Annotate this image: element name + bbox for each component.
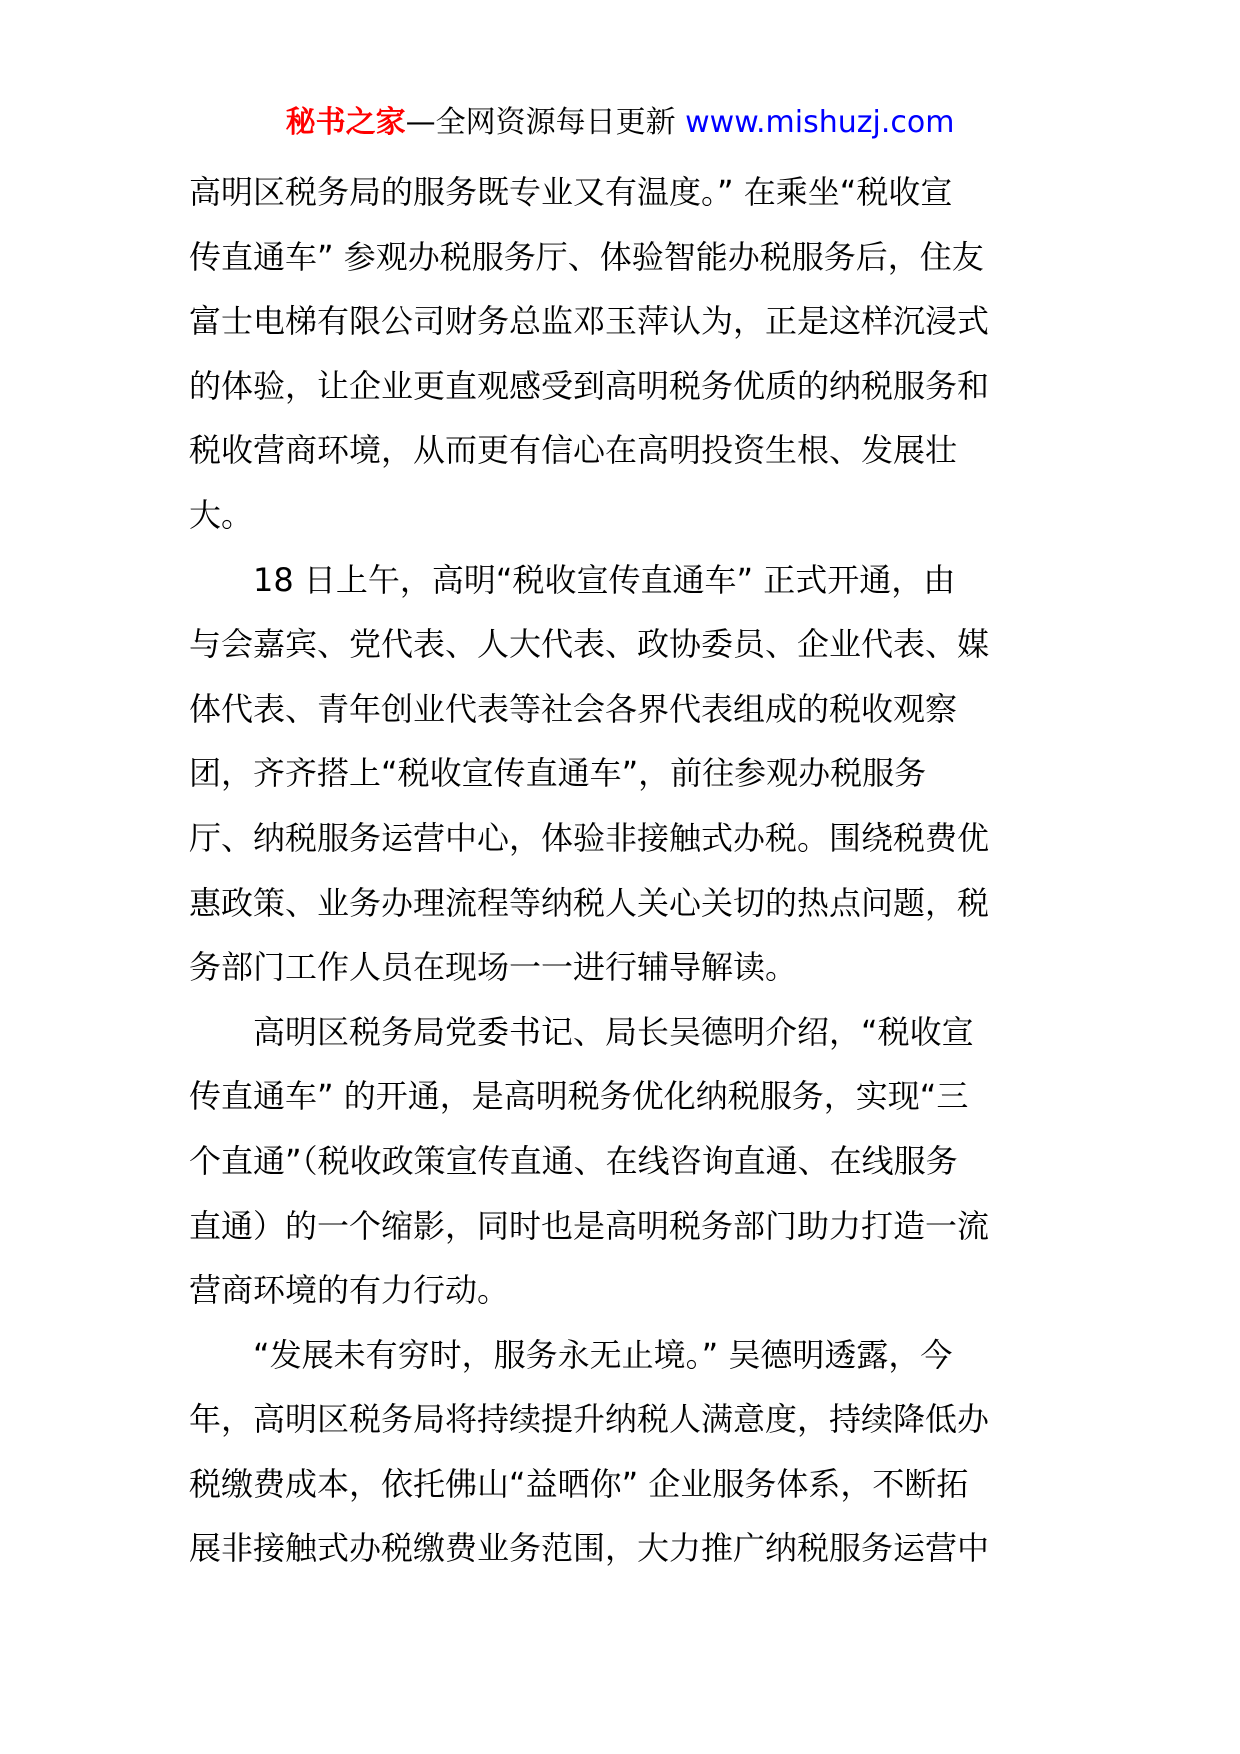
text-line: 税缴费成本，依托佛山“益晒你” 企业服务体系，不断拓 [189, 1464, 969, 1503]
text-line: 惠政策、业务办理流程等纳税人关心关切的热点问题，税 [189, 883, 990, 922]
text-line: 厅、纳税服务运营中心，体验非接触式办税。围绕税费优 [189, 818, 990, 857]
text-line: 营商环境的有力行动。 [189, 1271, 510, 1310]
article-body [189, 160, 1057, 1581]
text-line: 的体验，让企业更直观感受到高明税务优质的纳税服务和 [189, 366, 990, 405]
text-line: 富士电梯有限公司财务总监邓玉萍认为，正是这样沉浸式 [189, 302, 990, 341]
text-line: 体代表、青年创业代表等社会各界代表组成的税收观察 [189, 689, 958, 728]
site-url-link[interactable]: www.mishuzj.com [685, 105, 955, 140]
text-line: 高明区税务局的服务既专业又有温度。” 在乘坐“税收宣 [189, 173, 953, 211]
site-slogan: —全网资源每日更新 [405, 105, 686, 140]
paragraph-start-line: 高明区税务局党委书记、局长吴德明介绍，“税收宣 [253, 1012, 974, 1051]
text-line: 直通）的一个缩影，同时也是高明税务部门助力打造一流 [189, 1206, 990, 1245]
text-line: 务部门工作人员在现场一一进行辅导解读。 [189, 948, 798, 987]
text-line: 展非接触式办税缴费业务范围，大力推广纳税服务运营中 [189, 1529, 990, 1568]
text-line: 税收营商环境，从而更有信心在高明投资生根、发展壮 [189, 431, 958, 470]
text-line: 传直通车” 参观办税服务厅、体验智能办税服务后，住友 [189, 237, 984, 276]
text-line: 年，高明区税务局将持续提升纳税人满意度，持续降低办 [189, 1400, 990, 1439]
paragraph-start-line: “发展未有穷时，服务永无止境。” 吴德明透露，今 [253, 1335, 953, 1374]
paragraph-start-line: 18 日上午，高明“税收宣传直通车” 正式开通，由 [253, 560, 956, 599]
text-line: 传直通车” 的开通，是高明税务优化纳税服务，实现“三 [189, 1077, 969, 1116]
text-line: 大。 [189, 495, 254, 534]
site-brand: 秘书之家 [285, 105, 406, 140]
text-line: 与会嘉宾、党代表、人大代表、政协委员、企业代表、媒 [189, 625, 990, 664]
text-line: 个直通”（税收政策宣传直通、在线咨询直通、在线服务 [189, 1141, 958, 1180]
text-line: 团，齐齐搭上“税收宣传直通车”，前往参观办税服务 [189, 754, 927, 793]
page-header [0, 103, 1240, 143]
